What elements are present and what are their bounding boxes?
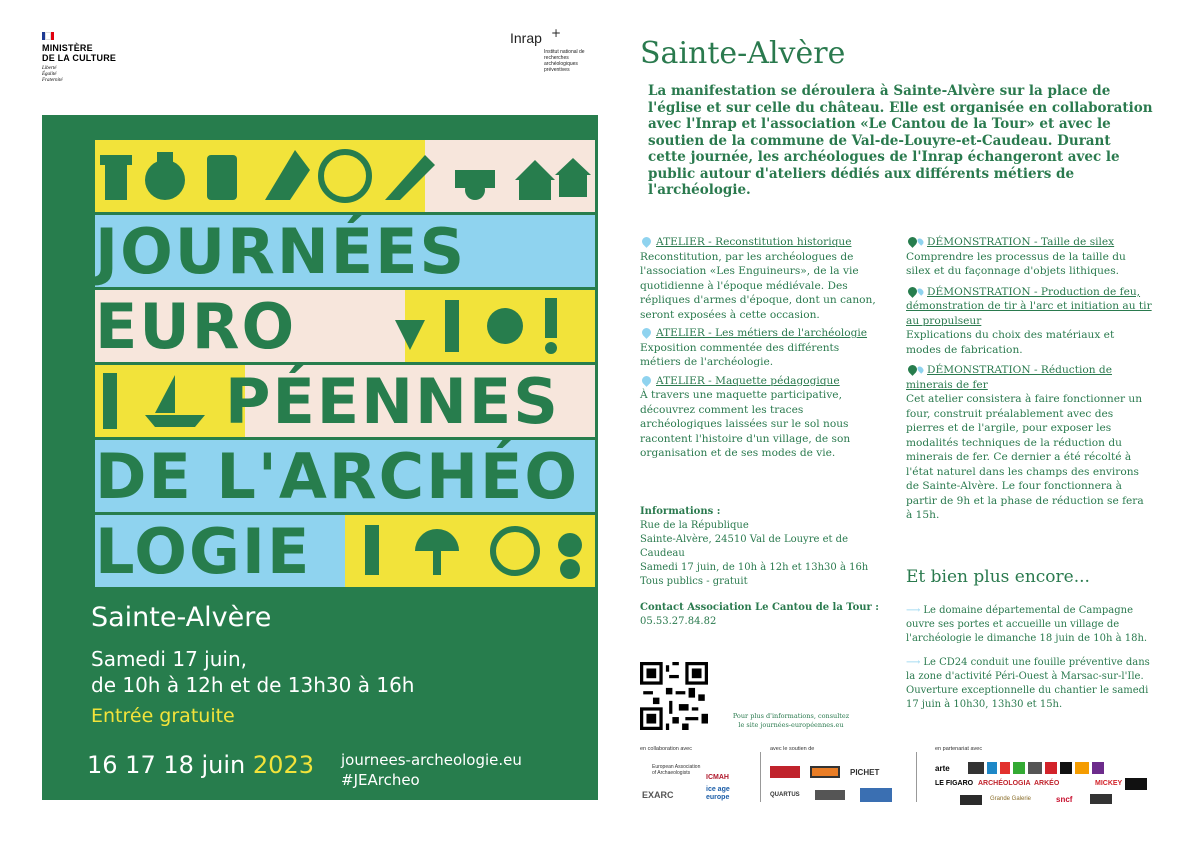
poster-word-peennes: PÉENNES	[225, 365, 560, 437]
more-text: Le domaine départemental de Campagne ouvre ses portes et accueille un village de l'archéologie le dimanche 18 juin de 10h à 18h.	[906, 605, 1148, 644]
events-left-column	[640, 235, 880, 461]
lamp-bow-icons	[355, 515, 595, 587]
partner-label: en partenariat avec	[935, 746, 983, 752]
event-item	[906, 235, 1152, 279]
dordogne-logo	[860, 788, 892, 802]
partner-logo-small	[960, 795, 982, 805]
support-label: avec le soutien de	[770, 746, 815, 752]
partner-logos-row	[968, 762, 1118, 774]
poster-word-euro: EURO	[95, 290, 297, 362]
support-logo-orange	[810, 766, 840, 778]
ministry-flag-icon	[42, 32, 54, 40]
tools-icons	[385, 290, 585, 362]
more-item	[906, 656, 1152, 712]
more-text: Le CD24 conduit une fouille préventive dans la zone d'activité Péri-Ouest à Marsac-sur-l'Ile. Ouverture exceptionnelle du chantier le samedi 17 juin à 10h30, 13h30 et 15h.	[906, 657, 1150, 710]
event-body: À travers une maquette participative, découvrez comment les traces archéologiques laissées sur le sol nous racontent l'histoire d'un village, de son organisation et de ses modes de vie.	[640, 389, 851, 459]
page-title: Sainte-Alvère	[640, 36, 846, 71]
event-body: Cet atelier consistera à faire fonctionner un four, construit préalablement avec des pierres et de l'argile, pour exposer les modalités techniques de la réduction du minerais de fer. Ce dernier a été récolté à l'état naturel dans les champs des environs de Sainte-Alvère. Le four fonctionnera à partir de 9h et la phase de réduction se fera à 15h.	[906, 393, 1144, 521]
event-item	[640, 326, 880, 370]
icmah-logo: ICMAH	[706, 774, 729, 781]
partner-logo-dark	[1125, 778, 1147, 790]
inrap-logo: Inrap	[510, 30, 542, 46]
more-list	[906, 604, 1152, 712]
arte-logo: arte	[935, 764, 950, 773]
poster-band-icons	[95, 140, 595, 212]
poster-website[interactable]: journees-archeologie.eu	[341, 751, 522, 769]
event-heading: DÉMONSTRATION - Taille de silex	[927, 236, 1115, 248]
info-when: Samedi 17 juin, de 10h à 12h et 13h30 à 16h	[640, 562, 869, 573]
ministry-name: MINISTÈRE DE LA CULTURE	[42, 43, 117, 63]
info-block	[640, 505, 880, 629]
collab-label: en collaboration avec	[640, 746, 692, 752]
boat-icon	[95, 365, 225, 437]
contact-phone: 05.53.27.84.82	[640, 616, 717, 627]
info-address: Rue de la République Sainte-Alvère, 24510 Val de Louyre et de Caudeau	[640, 520, 849, 559]
info-public: Tous publics - gratuit	[640, 576, 748, 587]
poster-word-archeo: DE L'ARCHÉO	[95, 440, 580, 512]
footer-divider	[916, 752, 917, 802]
partner-logo-small	[1090, 794, 1112, 804]
eaa-logo: European Association of Archaeologists	[652, 764, 701, 776]
event-body: Comprendre les processus de la taille du silex et du façonnage d'objets lithiques.	[906, 250, 1126, 277]
ice-age-europe-logo: ice age europe	[706, 786, 730, 801]
qr-code[interactable]	[640, 662, 708, 730]
drop-icon	[640, 235, 653, 248]
exarc-logo: EXARC	[642, 790, 674, 800]
poster-website-block	[341, 750, 522, 790]
grande-galerie-logo: Grande Galerie	[990, 796, 1032, 802]
drop-icon	[916, 287, 924, 295]
event-heading: DÉMONSTRATION - Réduction de minerais de fer	[906, 364, 1112, 391]
poster-band-logie	[95, 515, 595, 587]
poster-band-archeo	[95, 440, 595, 512]
quartus-logo: QUARTUS	[770, 792, 800, 798]
event-item	[906, 363, 1152, 523]
event-heading: ATELIER - Les métiers de l'archéologie	[656, 327, 868, 339]
poster	[42, 115, 598, 800]
info-label: Informations :	[640, 506, 721, 517]
mickey-logo: MICKEY	[1095, 780, 1123, 787]
pichet-logo: PICHET	[850, 768, 880, 777]
intro-text: La manifestation se déroulera à Sainte-Alvère sur la place de l'église et sur celle du château. Elle est organisée en collaboration avec l'Inrap et l'association «Le Cantou de la Tour» et avec le soutien de la commune de Val-de-Louyre-et-Caudeau. Durant cette journée, les archéologues de l'Inrap échangeront avec le public autour d'ateliers dédiés aux différents métiers de l'archéologie.	[648, 83, 1153, 198]
drop-icon	[640, 374, 653, 387]
event-body: Reconstitution, par les archéologues de l'association «Les Enguineurs», de la vie quotidienne à l'époque médiévale. Des répliques d'armes d'époque, dont un canon, seront exposées à cette occasion.	[640, 250, 876, 321]
poster-word-logie: LOGIE	[95, 515, 312, 587]
drop-icon	[916, 237, 924, 245]
poster-city: Sainte-Alvère	[91, 602, 272, 633]
arkeo-logo: ARKÉO	[1034, 780, 1060, 787]
event-item	[640, 374, 880, 461]
event-item	[640, 235, 880, 322]
archaeology-icons	[95, 140, 595, 212]
poster-date: Samedi 17 juin,	[91, 647, 247, 671]
archeologia-logo: ARCHÉOLOGIA	[978, 780, 1031, 787]
arrow-icon: ⟶	[906, 657, 921, 668]
event-heading: DÉMONSTRATION - Production de feu, démonstration de tir à l'arc et initiation au tir au propulseur	[906, 285, 1152, 327]
event-item	[906, 285, 1152, 358]
poster-free-entry: Entrée gratuite	[91, 705, 235, 727]
contact-label: Contact Association Le Cantou de la Tour :	[640, 602, 879, 613]
event-body: Explications du choix des matériaux et modes de fabrication.	[906, 329, 1115, 356]
sncf-logo: sncf	[1056, 795, 1073, 804]
footer-divider	[760, 752, 761, 802]
drop-icon	[916, 365, 924, 373]
poster-band-journees	[95, 215, 595, 287]
poster-hashtag: #JEArcheo	[341, 771, 420, 789]
arrow-icon: ⟶	[906, 605, 921, 616]
support-logo-red	[770, 766, 800, 778]
support-logo-grey	[815, 790, 845, 800]
more-item	[906, 604, 1152, 646]
event-body: Exposition commentée des différents métiers de l'archéologie.	[640, 341, 840, 368]
poster-days	[87, 751, 314, 779]
inrap-star-icon: +	[551, 26, 562, 40]
poster-word-journees: JOURNÉES	[95, 215, 467, 287]
events-right-column	[906, 235, 1152, 523]
event-heading: ATELIER - Maquette pédagogique	[656, 374, 840, 387]
poster-days-text: 16 17 18 juin	[87, 751, 246, 779]
ministry-motto: Liberté Égalité Fraternité	[42, 66, 63, 83]
poster-band-euro	[95, 290, 595, 362]
drop-icon	[640, 326, 653, 339]
poster-hours: de 10h à 12h et de 13h30 à 16h	[91, 673, 415, 697]
qr-caption: Pour plus d'informations, consultez le site journées-européennes.eu	[732, 712, 850, 729]
le-figaro-logo: LE FIGARO	[935, 780, 974, 787]
event-heading: ATELIER - Reconstitution historique	[656, 236, 852, 248]
more-title: Et bien plus encore...	[906, 567, 1090, 587]
inrap-subtitle: Institut national de recherches archéologiques préventives	[544, 49, 585, 73]
poster-year: 2023	[252, 751, 314, 779]
poster-band-peennes	[95, 365, 595, 437]
